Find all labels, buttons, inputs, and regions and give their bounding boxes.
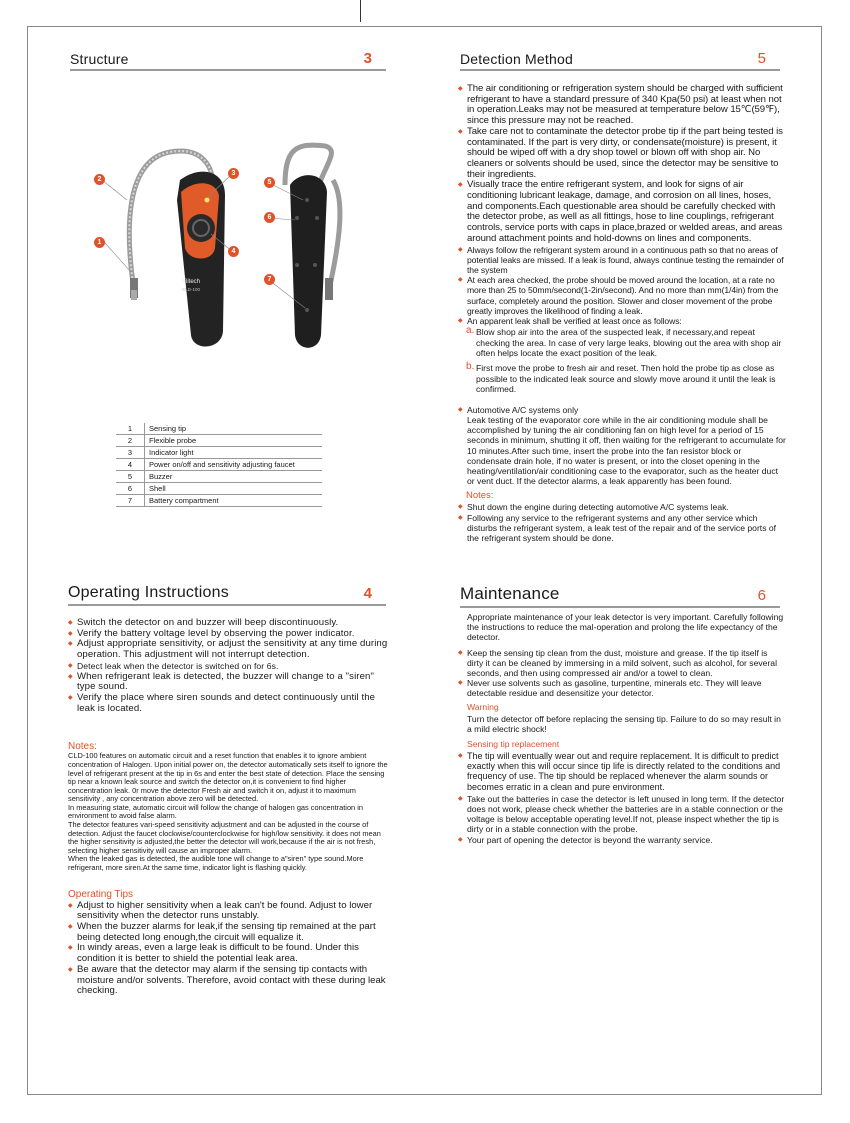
back-sensing-tip <box>325 278 333 300</box>
table-row: 6 Shell <box>116 483 322 495</box>
list-item: ◆ Verify the battery voltage level by observing the power indicator. <box>68 629 390 640</box>
detection-body <box>458 84 786 543</box>
maintenance-intro: Appropriate maintenance of your leak detector is very important. Carefully following the instructions to reduce the mal-operation and prolong the life expectancy of the detector. <box>467 612 784 643</box>
table-row: 1 Sensing tip <box>116 423 322 435</box>
list-item: ◆ Always follow the refrigerant system around in a continuous path so that no areas of potential leaks are missed. If a leak is found, always continue testing the remainder of the system <box>458 245 786 276</box>
list-item: ◆ The air conditioning or refrigeration system should be charged with sufficient refrigerant to have a standard pressure of 340 Kpa(50 psi) at least when not in operation.Leaks may not be measured at temperature below 15℃(59℉), since this pressure may not be reached. <box>458 84 786 127</box>
list-item: ◆ Following any service to the refrigerant systems and any other service which disturbs the refrigerant system, a leak test of the repair and of the service ports of the refrigerant system should be done. <box>458 513 786 544</box>
table-row: 4 Power on/off and sensitivity adjusting faucet <box>116 459 322 471</box>
battery-compartment <box>305 308 309 312</box>
list-item: ◆ At each area checked, the probe should be moved around the location, at a rate no more than 25 to 50mm/second(1-2in/second). And no more than mm(1/4in) from the surface, completely around the position. Slower and closer movement of the probe greatly improves the likelihood of finding a leak. <box>458 275 786 316</box>
callout-4: 4 <box>228 246 239 257</box>
list-item <box>458 405 786 487</box>
list-item: ◆ Never use solvents such as gasoline, turpentine, minerals etc. They will leave detectable residue and desensitize your detector. <box>458 678 786 698</box>
list-item: ◆ Adjust appropriate sensitivity, or adjust the sensitivity at any time during operation. This adjustment will not interrupt detection. <box>68 639 390 660</box>
table-row: 7 Battery compartment <box>116 495 322 507</box>
indicator-light <box>205 198 210 203</box>
warning-text: Turn the detector off before replacing the sensing tip. Failure to do so may result in a mild electric shock! <box>467 713 781 734</box>
list-item: a. Blow shop air into the area of the suspected leak, if necessary,and repeat checking the area. In case of very large leaks, blowing out the area with shop air often helps locate the exact position of the leak. <box>466 325 782 359</box>
note-paragraph: When the leaked gas is detected, the audible tone will change to a"siren" type sound.More refrigerant, more siren.At the same time, indicator light is flashing quickly. <box>68 854 364 873</box>
table-row: 2 Flexible probe <box>116 435 322 447</box>
list-item: ◆ In windy areas, even a large leak is difficult to be found. Under this condition it is better to shield the potential leak area. <box>68 943 390 964</box>
list-item: ◆ Keep the sensing tip clean from the dust, moisture and grease. If the tip itself is dirty it can be cleaned by immersing in a mild solvent, such as alcohol, for several seconds, and then using compressed air and/or a towel to clean. <box>458 648 786 679</box>
maintenance-page-number: 6 <box>757 587 766 604</box>
note-paragraph: CLD-100 features on automatic circuit and a reset function that enables it to ignore ambient concentration of Halogen. Upon initial power on, the detector automatically sets itself to ignore the level of refrigerant present at the tip in 6s and enter the best state of detection. Place the sensing tip near a known leak source and switch the detector on,it is convenient to find higher concentration leak. 0r move the detector Fresh air and switch it on, adjust it to maximum sensitivity , any concentration above zero will be detected. <box>68 751 388 804</box>
callout-1: 1 <box>94 237 105 248</box>
table-row: 5 Buzzer <box>116 471 322 483</box>
operating-tips-title: Operating Tips <box>68 888 134 900</box>
structure-page-number: 3 <box>363 50 372 67</box>
maintenance-header <box>460 584 780 608</box>
maintenance-title: Maintenance <box>460 584 560 603</box>
structure-title: Structure <box>70 51 129 67</box>
operating-notes-title: Notes: <box>68 741 97 753</box>
device-brand: Elitech <box>182 279 201 285</box>
list-item: ◆ Verify the place where siren sounds and detect continuously until the leak is located. <box>68 693 390 714</box>
list-item: ◆ Visually trace the entire refrigerant system, and look for signs of air conditioning lubricant leakage, damage, and corrosion on all lines, hoses, and components.Each questionable area should be carefully checked with the detector probe, as well as all fittings, hose to line couplings, refrigerant controls, service ports with caps in place,brazed or welded areas, and areas around attachment points and hold-downs on lines and components. <box>458 180 786 244</box>
list-item: ◆ When the buzzer alarms for leak,if the sensing tip remained at the part being detected long enough,the circuit will equalize it. <box>68 922 390 943</box>
table-row: 3 Indicator light <box>116 447 322 459</box>
detection-title: Detection Method <box>460 51 573 67</box>
list-item: ◆ When refrigerant leak is detected, the buzzer will change to a "siren" type sound. <box>68 672 390 693</box>
parts-table <box>116 423 322 507</box>
list-item: ◆ Your part of opening the detector is beyond the warranty service. <box>458 835 786 845</box>
detection-header <box>460 47 780 71</box>
back-flexible-probe <box>329 180 340 290</box>
list-item: ◆ Detect leak when the detector is switched on for 6s. <box>68 661 390 672</box>
operating-notes <box>68 752 390 872</box>
operating-header <box>68 582 386 606</box>
fold-mark <box>360 0 361 22</box>
callout-2: 2 <box>94 174 105 185</box>
note-paragraph: The detector features vari-speed sensitivity adjustment and can be adjusted in the course of detection. Adjust the faucet clockwise/counterclockwise for high/low sensitivity. it does not mean the higher sensitivity is adjusted,the better the detector will work,because if the air is not fresh, selecting higher sensitivity will cause an improper alarm. <box>68 820 381 855</box>
list-item: ◆ Take care not to contaminate the detector probe tip if the part being tested is contaminated. If the part is very dirty, or condensate(moisture) is present, it should be wiped off with a dry shop towel or blown off with shop air. No cleaners or solvents should be used, since the detector may be sensitive to their ingredients. <box>458 127 786 181</box>
buzzer <box>305 198 309 202</box>
detection-notes-title: Notes: <box>466 490 494 502</box>
maintenance-body <box>458 612 786 845</box>
automotive-text: Leak testing of the evaporator core while in the air conditioning module shall be accomplished by tuning the air conditioning fan on high level for a period of 15 seconds in minimum, shutting it off, then waiting for the refrigerant to accumulate for 10 minutes.After such time, insert the probe into the fan resistor block or condensate drain hole, if no water is present, or into the closet opening in the heating/ventilation/air conditioning case to the evaporator, such as the heater duct or vent duct. If the detector alarms, a leak apparently has been found. <box>467 414 786 487</box>
operating-body <box>68 618 390 997</box>
operating-title: Operating Instructions <box>68 584 229 601</box>
callout-6: 6 <box>264 212 275 223</box>
list-item: ◆ Take out the batteries in case the detector is left unused in long term. If the detector does not work, please check whether the batteries are in a stable connection or the voltage is below acceptable operating level.If not, please inspect whether the tip is dirty or in a stable connection with the probe. <box>458 794 786 835</box>
callout-5: 5 <box>264 177 275 188</box>
list-item: ◆ The tip will eventually wear out and require replacement. It is difficult to predict exactly when this will occur since tip life is directly related to the conditions and frequency of use. The tip should be replaced whenever the alarm sounds or becomes erratic in a clean and pure environment. <box>458 751 786 792</box>
sensitivity-faucet <box>187 214 215 242</box>
replacement-title: Sensing tip replacement <box>467 739 560 750</box>
device-illustration <box>85 140 345 370</box>
warning-title: Warning <box>467 701 499 712</box>
callout-3: 3 <box>228 168 239 179</box>
structure-header <box>70 47 386 71</box>
list-item: ◆ Switch the detector on and buzzer will beep discontinuously. <box>68 618 390 629</box>
device-model: CLD-100 <box>182 287 201 292</box>
list-item: b. First move the probe to fresh air and reset. Then hold the probe tip as close as possible to the indicated leak source and slowly move around it until the leak is confirmed. <box>466 360 776 395</box>
operating-page-number: 4 <box>363 585 372 602</box>
detection-page-number: 5 <box>757 50 766 67</box>
automotive-title: Automotive A/C systems only <box>467 404 579 415</box>
callout-7: 7 <box>264 274 275 285</box>
list-item: ◆ Shut down the engine during detecting automotive A/C systems leak. <box>458 502 786 512</box>
note-paragraph: In measuring state, automatic circuit will follow the change of halogen gas concentration in environment to avoid false alarm. <box>68 802 363 821</box>
list-item: ◆ Be aware that the detector may alarm if the sensing tip contacts with moisture and/or solvents. Therefore, avoid contact with these during leak checking. <box>68 965 390 997</box>
list-item: ◆ Adjust to higher sensitivity when a leak can't be found. Adjust to lower sensitivity when the detector runs unstably. <box>68 901 390 922</box>
list-item: ◆ An apparent leak shall be verified at least once as follows: <box>458 316 786 326</box>
